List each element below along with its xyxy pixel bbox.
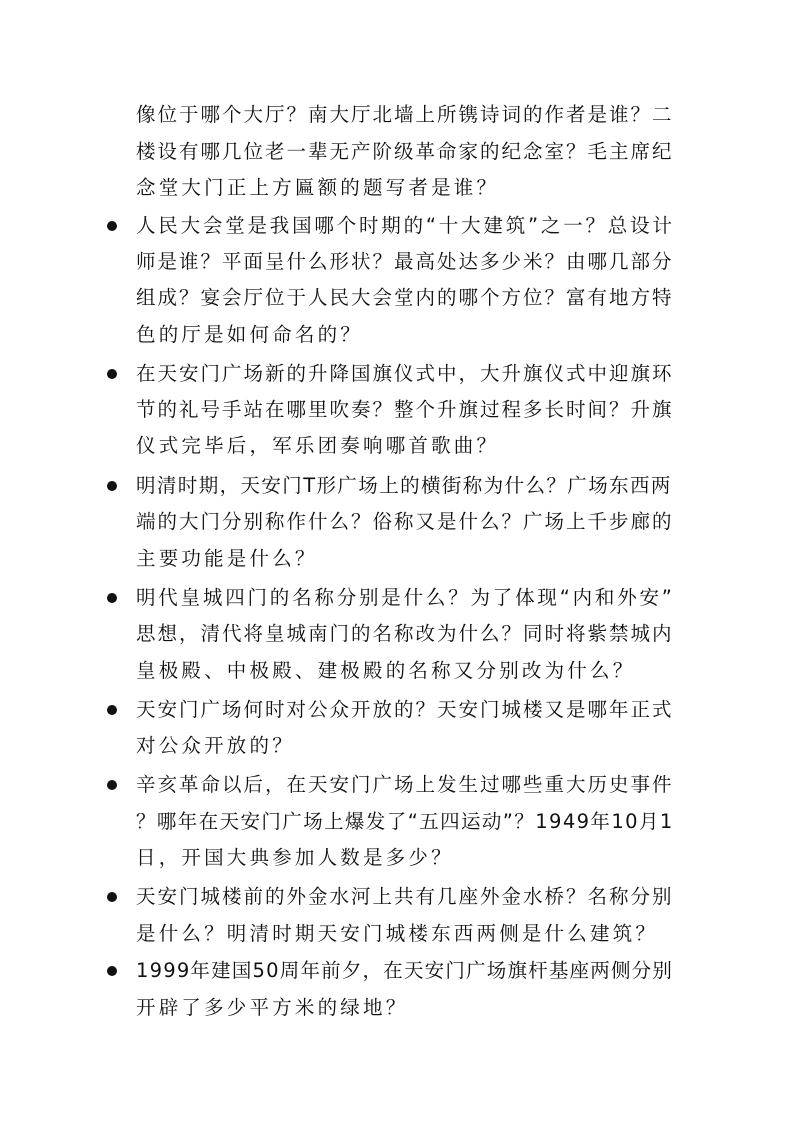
list-item-line: 主要功能是什么？ (136, 547, 318, 570)
bullet-icon (107, 892, 117, 902)
list-item-line: 节的礼号手站在哪里吹奏？整个升旗过程多长时间？升旗 (136, 398, 674, 421)
bullet-icon (107, 593, 117, 603)
bullet-icon (107, 780, 117, 790)
list-item-line: 开辟了多少平方米的绿地？ (136, 996, 409, 1019)
bullet-icon (107, 369, 117, 379)
list-item-line: 是什么？明清时期天安门城楼东西两侧是什么建筑？ (136, 922, 659, 945)
intro-line: 念堂大门正上方匾额的题写者是谁？ (136, 176, 500, 199)
intro-line: 楼设有哪几位老一辈无产阶级革命家的纪念室？毛主席纪 (136, 140, 674, 163)
list-item-line: ？哪年在天安门广场上爆发了“五四运动”？1949年10月1 (136, 810, 674, 833)
list-item-line: 1999年建国50周年前夕，在天安门广场旗杆基座两侧分别 (136, 959, 674, 982)
list-item-line: 色的厅是如何命名的？ (136, 323, 364, 346)
bullet-icon (107, 221, 117, 231)
list-item-line: 师是谁？平面呈什么形状？最高处达多少米？由哪几部分 (136, 250, 674, 273)
list-item-line: 明代皇城四门的名称分别是什么？为了体现“内和外安” (136, 586, 675, 609)
bullet-icon (107, 966, 117, 976)
list-item-line: 人民大会堂是我国哪个时期的“十大建筑”之一？总设计 (136, 214, 675, 237)
list-item-line: 组成？宴会厅位于人民大会堂内的哪个方位？富有地方特 (136, 286, 674, 309)
list-item-line: 天安门城楼前的外金水河上共有几座外金水桥？名称分别 (136, 885, 674, 908)
list-item-line: 皇极殿、中极殿、建极殿的名称又分别改为什么？ (136, 659, 636, 682)
list-item-line: 对公众开放的？ (136, 734, 295, 757)
list-item-line: 天安门广场何时对公众开放的？天安门城楼又是哪年正式 (136, 698, 674, 721)
list-item-line: 端的大门分别称作什么？俗称又是什么？广场上千步廊的 (136, 510, 674, 533)
intro-line: 像位于哪个大厅？南大厅北墙上所镌诗词的作者是谁？二 (136, 103, 674, 126)
list-item-line: 辛亥革命以后，在天安门广场上发生过哪些重大历史事件 (136, 773, 674, 796)
list-item-line: 在天安门广场新的升降国旗仪式中，大升旗仪式中迎旗环 (136, 362, 674, 385)
bullet-icon (107, 705, 117, 715)
list-item-line: 日，开国大典参加人数是多少？ (136, 846, 454, 869)
list-item-line: 明清时期，天安门T形广场上的横街称为什么？广场东西两 (136, 474, 672, 497)
list-item-line: 仪式完毕后，军乐团奏响哪首歌曲？ (136, 434, 500, 457)
bullet-icon (107, 481, 117, 491)
list-item-line: 思想，清代将皇城南门的名称改为什么？同时将紫禁城内 (136, 622, 674, 645)
